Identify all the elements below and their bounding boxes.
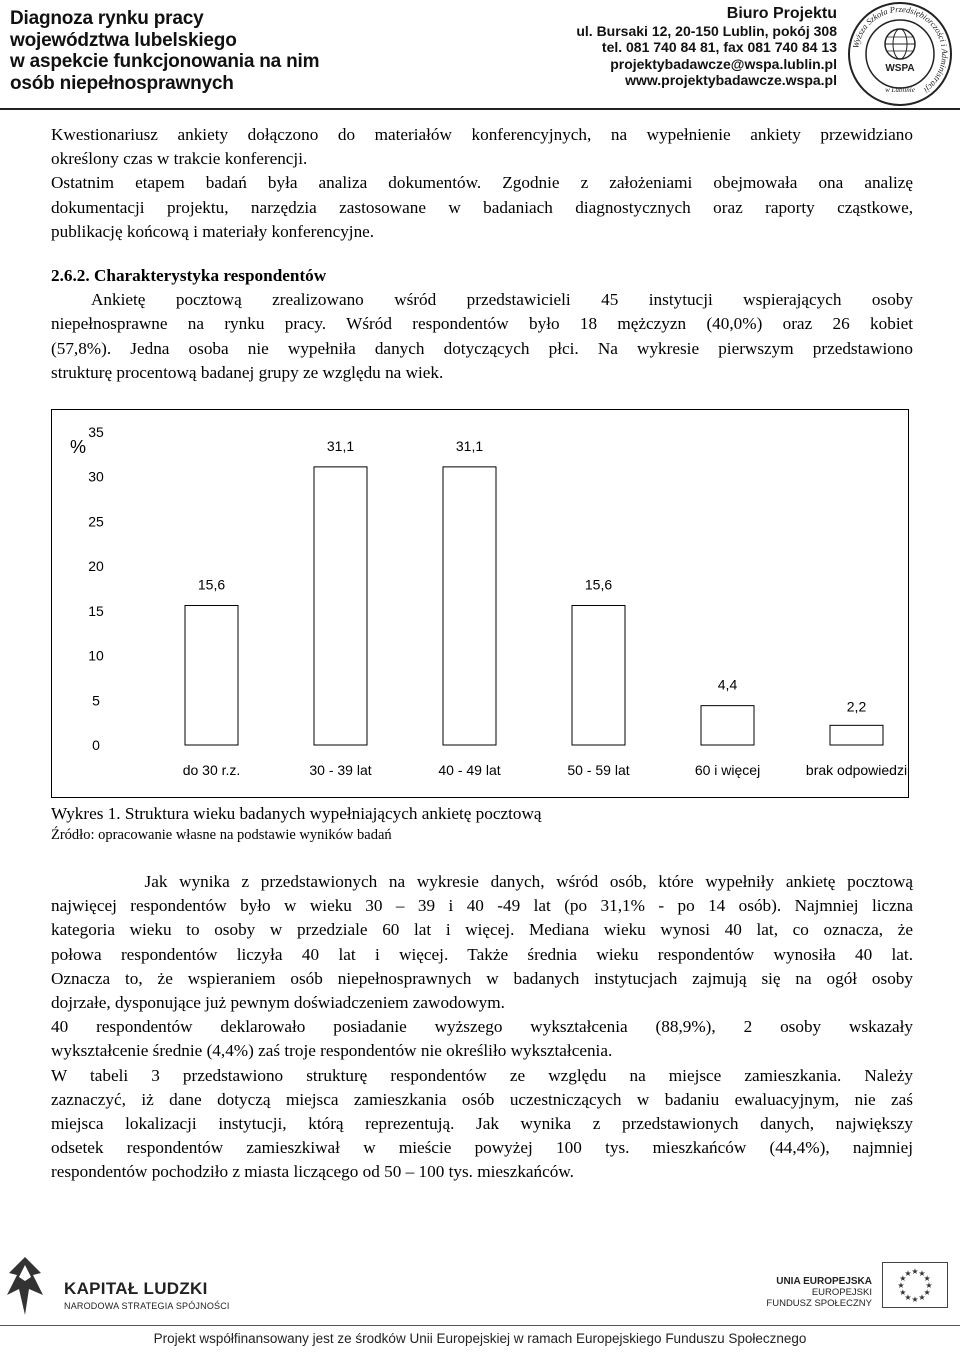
y-tick-label: 10 <box>88 647 104 664</box>
project-title-line: w aspekcie funkcjonowania na nim <box>10 51 320 72</box>
contact-phone: tel. 081 740 84 81, fax 081 740 84 13 <box>601 39 837 55</box>
data-label: 31,1 <box>326 437 355 454</box>
kapital-ludzki-logo-icon <box>5 1255 45 1317</box>
category-label: 50 - 59 lat <box>567 762 630 778</box>
text-line: kategoria wieku to osoby w przedziale 60 lat i więcej. Mediana wieku wynosi 40 lat, co oznacza, że <box>51 920 913 940</box>
eu-line: EUROPEJSKI <box>811 1287 872 1298</box>
cofinancing-note: Projekt współfinansowany jest ze środków Unii Europejskiej w ramach Europejskiego Funduszu Społecznego <box>153 1331 807 1346</box>
y-tick-label: 0 <box>92 737 100 753</box>
data-label: 15,6 <box>584 576 613 593</box>
text-line: W tabeli 3 przedstawiono strukturę respondentów ze względu na miejsce zamieszkania. Należy <box>51 1065 913 1085</box>
category-label: 60 i więcej <box>694 762 761 778</box>
bar-chart-svg <box>52 410 908 797</box>
text-line: Kwestionariusz ankiety dołączono do materiałów konferencyjnych, na wypełnienie ankiety przewidziano <box>51 125 913 144</box>
y-tick-label: 25 <box>88 513 104 530</box>
y-tick-label: 15 <box>88 602 104 619</box>
project-office-contact <box>576 6 837 89</box>
contact-office-name: Biuro Projektu <box>726 5 837 22</box>
eu-star-icon: ★ <box>911 1267 919 1276</box>
eu-star-icon: ★ <box>904 1268 912 1278</box>
category-label: 30 - 39 lat <box>309 762 372 778</box>
project-title <box>10 8 319 94</box>
y-axis-label: % <box>70 437 87 457</box>
category-label: do 30 r.z. <box>182 762 241 778</box>
seal-abbr: WSPA <box>885 63 915 74</box>
bar <box>443 467 496 745</box>
eu-flag-icon <box>882 1262 948 1308</box>
project-title-line: województwa lubelskiego <box>10 29 237 51</box>
text-line: połowa respondentów liczyła 40 lat i więcej. Także średnia wieku respondentów wynosiła 40 lat. <box>51 944 913 964</box>
eu-logo-text <box>766 1276 872 1309</box>
eu-star-icon: ★ <box>923 1288 931 1297</box>
text-line: dojrzałe, dysponujące już pewnym doświadczeniem zawodowym. <box>51 993 505 1013</box>
text-line: Ankietę pocztową zrealizowano wśród przedstawicieli 45 instytucji wspierających osoby <box>91 290 913 310</box>
eu-star-icon: ★ <box>918 1268 926 1278</box>
eu-star-icon: ★ <box>918 1293 926 1303</box>
eu-line: UNIA EUROPEJSKA <box>776 1276 872 1287</box>
text-line: najwięcej respondentów było w wieku 30 – 39 i 40 -49 lat (po 31,1% - po 14 osób). Najmniej liczna <box>51 896 913 916</box>
bar <box>701 706 754 745</box>
bar <box>314 467 367 745</box>
data-label: 31,1 <box>455 437 484 454</box>
kapital-ludzki-logo <box>64 1279 230 1311</box>
y-tick-label: 30 <box>88 468 104 485</box>
text-line: Jak wynika z przedstawionych na wykresie danych, wśród osób, które wypełniły ankietę pocztową <box>51 872 913 891</box>
analysis-paragraph <box>51 870 913 1185</box>
text-line: zaznaczyć, iż dane dotyczą miejsca zamieszkania osób uczestniczących w badaniu ewaluacyjnym, nie zaś <box>51 1089 913 1109</box>
bar <box>572 605 625 745</box>
data-label: 15,6 <box>197 576 226 593</box>
chart-caption: Wykres 1. Struktura wieku badanych wypełniających ankietę pocztową <box>51 804 542 823</box>
kl-subtitle: NARODOWA STRATEGIA SPÓJNOŚCI <box>64 1301 230 1311</box>
contact-email: projektybadawcze@wspa.lublin.pl <box>610 55 837 72</box>
eu-star-icon: ★ <box>899 1288 907 1297</box>
text-line: dokumentacji projektu, narzędzia zastosowane w badaniach diagnostycznych oraz raporty cząstkowe, <box>51 197 913 217</box>
section-respondents <box>51 264 913 385</box>
y-tick-label: 5 <box>92 692 100 709</box>
eu-star-icon: ★ <box>904 1293 912 1303</box>
seal-ring-text: Wyższa Szkoła Przedsiębiorczości i Administracji <box>850 3 951 96</box>
chart-source: Źródło: opracowanie własne na podstawie wyników badań <box>51 827 392 843</box>
data-label: 4,4 <box>717 676 738 693</box>
text-line: 40 respondentów deklarowało posiadanie wyższego wykształcenia (88,9%), 2 osoby wskazały <box>51 1017 913 1037</box>
y-tick-label: 35 <box>88 424 104 440</box>
eu-star-icon: ★ <box>897 1281 905 1290</box>
category-label: brak odpowiedzi <box>805 762 908 778</box>
text-line: miejsca lokalizacji instytucji, którą reprezentują. Jak wynika z przedstawionych danych, największy <box>51 1114 913 1134</box>
text-line: respondentów pochodziło z miasta liczącego od 50 – 100 tys. mieszkańców. <box>51 1162 574 1182</box>
kl-title: KAPITAŁ LUDZKI <box>64 1279 208 1298</box>
text-line: strukturę procentową badanej grupy ze względu na wiek. <box>51 362 444 382</box>
text-line: odsetek respondentów zamieszkiwał w mieście powyżej 100 tys. mieszkańców (44,4%), najmniej <box>51 1138 913 1158</box>
wspa-seal-logo <box>846 0 954 108</box>
text-line: określony czas w trakcie konferencji. <box>51 149 308 169</box>
section-heading: 2.6.2. Charakterystyka respondentów <box>51 266 327 285</box>
text-line: Oznacza to, że wspieraniem osób niepełnosprawnych w badanych instytucjach zajmują się na ogół osoby <box>51 968 913 988</box>
data-label: 2,2 <box>846 698 867 715</box>
text-line: publikację końcową i materiały konferencyjne. <box>51 221 375 241</box>
eu-star-icon: ★ <box>923 1274 931 1283</box>
eu-star-icon: ★ <box>911 1295 919 1304</box>
bar <box>830 725 883 745</box>
text-line: (57,8%). Jedna osoba nie wypełniła danych dotyczących płci. Na wykresie pierwszym przedstawiono <box>51 338 913 358</box>
project-title-line: osób niepełnosprawnych <box>10 72 234 94</box>
contact-website: www.projektybadawcze.wspa.pl <box>625 72 837 88</box>
footer-divider <box>0 1325 960 1326</box>
text-line: wykształcenie średnie (4,4%) zaś troje respondentów nie określiło wykształcenia. <box>51 1041 613 1061</box>
intro-paragraph <box>51 123 913 244</box>
category-label: 40 - 49 lat <box>438 762 501 778</box>
eu-line: FUNDUSZ SPOŁECZNY <box>766 1298 872 1309</box>
header-divider <box>0 108 960 110</box>
contact-address: ul. Bursaki 12, 20-150 Lublin, pokój 308 <box>576 22 837 39</box>
y-tick-label: 20 <box>88 558 104 575</box>
seal-city: w Lublinie <box>885 86 915 94</box>
bar <box>185 605 238 745</box>
age-structure-chart <box>51 409 909 798</box>
eu-star-icon: ★ <box>925 1281 933 1290</box>
eu-star-icon: ★ <box>899 1274 907 1283</box>
text-line: niepełnosprawne na rynku pracy. Wśród respondentów było 18 mężczyzn (40,0%) oraz 26 kobiet <box>51 314 913 334</box>
text-line: Ostatnim etapem badań była analiza dokumentów. Zgodnie z założeniami obejmowała ona analizę <box>51 173 913 193</box>
project-title-line: Diagnoza rynku pracy <box>10 8 204 29</box>
